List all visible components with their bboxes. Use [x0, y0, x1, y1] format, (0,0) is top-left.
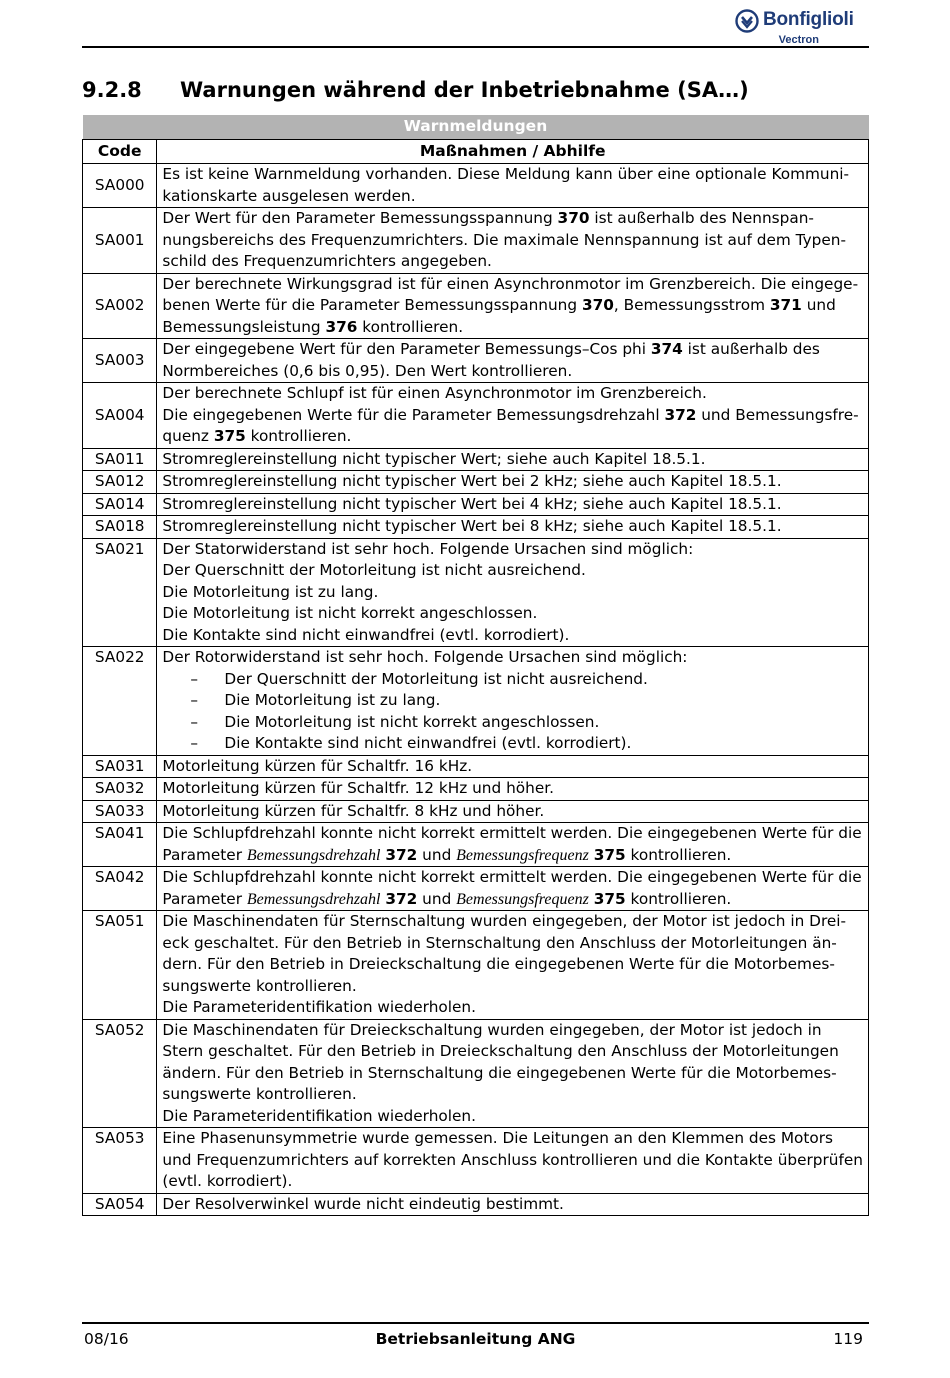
table-row	[83, 755, 869, 778]
table-row	[83, 516, 869, 539]
table-row	[83, 823, 869, 867]
warning-action	[157, 164, 869, 208]
warning-action	[157, 778, 869, 801]
parameter-number: 370	[557, 209, 590, 227]
action-line: Die Motorleitung ist zu lang.	[162, 582, 379, 601]
warning-code: SA031	[83, 755, 157, 778]
action-line: Der Querschnitt der Motorleitung ist nicht ausreichend.	[162, 561, 586, 579]
table-row	[83, 493, 869, 516]
action-line: Die Parameteridentifikation wiederholen.	[162, 998, 476, 1016]
warning-code: SA018	[83, 516, 157, 539]
action-line: Der Resolverwinkel wurde nicht eindeutig bestimmt.	[162, 1194, 564, 1213]
action-line: Die Parameteridentifikation wiederholen.	[162, 1106, 476, 1125]
action-line: Der Wert für den Parameter Bemessungsspannung 370 ist außerhalb des Nennspan-	[162, 209, 814, 227]
warning-code: SA014	[83, 493, 157, 516]
parameter-number: 372	[385, 889, 418, 908]
warning-code: SA004	[83, 383, 157, 449]
action-line: Die eingegebenen Werte für die Parameter Bemessungsdrehzahl 372 und Bemessungsfre-	[162, 405, 859, 424]
logo-sub-brand-text: Vectron	[778, 34, 819, 46]
warning-code: SA032	[83, 778, 157, 801]
table-row	[83, 800, 869, 823]
parameter-name: Bemessungsfrequenz	[456, 846, 589, 864]
action-line: Motorleitung kürzen für Schaltfr. 12 kHz und höher.	[162, 779, 554, 797]
warning-code: SA021	[83, 538, 157, 647]
warning-action	[157, 867, 869, 911]
dash-bullet-icon: –	[190, 691, 199, 709]
table-row	[83, 208, 869, 274]
dash-bullet-icon: –	[190, 669, 199, 688]
parameter-name: Bemessungsdrehzahl	[246, 890, 381, 908]
action-line: Bemessungsleistung 376 kontrollieren.	[162, 317, 464, 336]
table-row	[83, 339, 869, 383]
action-line: Der berechnete Wirkungsgrad ist für einen Asynchronmotor im Grenzbereich. Die eingege-	[162, 274, 859, 293]
warning-action	[157, 516, 869, 539]
parameter-name: Bemessungsdrehzahl	[246, 846, 381, 864]
action-bullet-item: – Der Querschnitt der Motorleitung ist nicht ausreichend.	[162, 669, 863, 691]
section-number: 9.2.8	[82, 78, 142, 102]
action-line: benen Werte für die Parameter Bemessungsspannung 370, Bemessungsstrom 371 und	[162, 296, 836, 314]
action-line: Die Schlupfdrehzahl konnte nicht korrekt ermittelt werden. Die eingegebenen Werte für die	[162, 868, 862, 886]
table-row	[83, 1193, 869, 1216]
warning-code: SA053	[83, 1128, 157, 1194]
section-heading	[82, 78, 749, 102]
action-line: Parameter Bemessungsdrehzahl 372 und Bemessungsfrequenz 375 kontrollieren.	[162, 889, 732, 908]
warning-code: SA022	[83, 647, 157, 756]
section-title: Warnungen während der Inbetriebnahme (SA…)	[180, 78, 749, 102]
column-header-action: Maßnahmen / Abhilfe	[157, 140, 869, 164]
action-line: dern. Für den Betrieb in Dreieckschaltung die eingegebenen Werte für die Motorbemes-	[162, 955, 835, 973]
footer-title: Betriebsanleitung ANG	[375, 1330, 576, 1348]
action-line: ändern. Für den Betrieb in Sternschaltung die eingegebenen Werte für die Motorbemes-	[162, 1063, 837, 1082]
warning-action	[157, 823, 869, 867]
table-banner: Warnmeldungen	[83, 115, 869, 140]
table-row	[83, 778, 869, 801]
warning-code: SA042	[83, 867, 157, 911]
warning-action	[157, 208, 869, 274]
action-line: Es ist keine Warnmeldung vorhanden. Diese Meldung kann über eine optionale Kommuni-	[162, 165, 850, 183]
table-row	[83, 1019, 869, 1128]
action-line: Die Motorleitung ist nicht korrekt angeschlossen.	[162, 604, 538, 622]
warning-action	[157, 538, 869, 647]
warning-action	[157, 493, 869, 516]
warning-code: SA002	[83, 273, 157, 339]
warning-action	[157, 1019, 869, 1128]
action-line: Motorleitung kürzen für Schaltfr. 8 kHz und höher.	[162, 801, 545, 820]
action-bullet-item: – Die Kontakte sind nicht einwandfrei (evtl. korrodiert).	[162, 733, 863, 755]
action-line: Stromreglereinstellung nicht typischer Wert bei 8 kHz; siehe auch Kapitel 18.5.1.	[162, 517, 782, 535]
parameter-number: 376	[325, 317, 358, 336]
warning-action	[157, 1128, 869, 1194]
parameter-number: 374	[650, 340, 683, 358]
action-line: Stromreglereinstellung nicht typischer Wert bei 4 kHz; siehe auch Kapitel 18.5.1.	[162, 494, 782, 513]
bonfiglioli-logo	[735, 7, 869, 45]
action-line: quenz 375 kontrollieren.	[162, 427, 352, 445]
table-row	[83, 867, 869, 911]
warning-code: SA051	[83, 911, 157, 1020]
table-row	[83, 383, 869, 449]
action-line: Motorleitung kürzen für Schaltfr. 16 kHz.	[162, 756, 473, 775]
warning-action	[157, 800, 869, 823]
action-line: Die Maschinendaten für Sternschaltung wurden eingegeben, der Motor ist jedoch in Drei-	[162, 912, 847, 930]
parameter-number: 372	[664, 405, 697, 424]
page-header	[82, 0, 869, 48]
action-line: Parameter Bemessungsdrehzahl 372 und Bemessungsfrequenz 375 kontrollieren.	[162, 845, 732, 864]
warning-action	[157, 273, 869, 339]
warning-action	[157, 755, 869, 778]
action-line: Die Maschinendaten für Dreieckschaltung wurden eingegeben, der Motor ist jedoch in	[162, 1020, 822, 1039]
warning-code: SA000	[83, 164, 157, 208]
parameter-number: 375	[593, 889, 626, 908]
table-row	[83, 647, 869, 756]
action-line: nungsbereichs des Frequenzumrichters. Die maximale Nennspannung ist auf dem Typen-	[162, 230, 846, 249]
action-line: schild des Frequenzumrichters angegeben.	[162, 252, 492, 270]
warning-action	[157, 383, 869, 449]
warning-action	[157, 1193, 869, 1216]
action-line: Der berechnete Schlupf ist für einen Asynchronmotor im Grenzbereich.	[162, 384, 707, 402]
warning-code: SA033	[83, 800, 157, 823]
warning-code: SA041	[83, 823, 157, 867]
action-bullet-item: – Die Motorleitung ist nicht korrekt angeschlossen.	[162, 712, 863, 734]
parameter-number: 375	[593, 845, 626, 864]
action-line: Die Schlupfdrehzahl konnte nicht korrekt ermittelt werden. Die eingegebenen Werte für die	[162, 824, 862, 842]
parameter-number: 372	[385, 845, 418, 864]
action-line: und Frequenzumrichters auf korrekten Anschluss kontrollieren und die Kontakte überprüfen	[162, 1150, 863, 1169]
action-line: Eine Phasenunsymmetrie wurde gemessen. Die Leitungen an den Klemmen des Motors	[162, 1129, 834, 1147]
logo-brand-text: Bonfiglioli	[763, 9, 854, 30]
action-line: Stern geschaltet. Für den Betrieb in Dreieckschaltung den Anschluss der Motorleitungen	[162, 1042, 839, 1060]
warning-code: SA001	[83, 208, 157, 274]
parameter-number: 371	[769, 296, 802, 314]
table-row	[83, 448, 869, 471]
table-row	[83, 164, 869, 208]
table-row	[83, 538, 869, 647]
action-line: (evtl. korrodiert).	[162, 1172, 293, 1190]
parameter-name: Bemessungsfrequenz	[456, 890, 589, 908]
column-header-code: Code	[83, 140, 157, 164]
warning-code: SA011	[83, 448, 157, 471]
action-line: Stromreglereinstellung nicht typischer Wert bei 2 kHz; siehe auch Kapitel 18.5.1.	[162, 472, 782, 490]
action-line: sungswerte kontrollieren.	[162, 1085, 357, 1103]
warning-code: SA054	[83, 1193, 157, 1216]
warning-action	[157, 471, 869, 494]
warning-code: SA052	[83, 1019, 157, 1128]
dash-bullet-icon: –	[190, 712, 199, 731]
table-row	[83, 911, 869, 1020]
action-bullet-item: – Die Motorleitung ist zu lang.	[162, 690, 863, 712]
action-line: Der eingegebene Wert für den Parameter Bemessungs–Cos phi 374 ist außerhalb des	[162, 340, 820, 358]
action-line: eck geschaltet. Für den Betrieb in Sternschaltung den Anschluss der Motorleitungen än-	[162, 933, 837, 952]
bonfiglioli-emblem-icon	[735, 9, 759, 33]
warning-action	[157, 339, 869, 383]
action-line: Stromreglereinstellung nicht typischer Wert; siehe auch Kapitel 18.5.1.	[162, 449, 706, 468]
parameter-number: 370	[581, 296, 614, 314]
table-body	[83, 164, 869, 1216]
table-row	[83, 1128, 869, 1194]
dash-bullet-icon: –	[190, 734, 199, 752]
action-line: Die Kontakte sind nicht einwandfrei (evtl. korrodiert).	[162, 625, 570, 644]
action-line: sungswerte kontrollieren.	[162, 976, 357, 995]
action-line: kationskarte ausgelesen werden.	[162, 186, 416, 205]
warning-code: SA012	[83, 471, 157, 494]
warning-action	[157, 448, 869, 471]
warning-action	[157, 647, 869, 756]
table-row	[83, 273, 869, 339]
action-line: Normbereiches (0,6 bis 0,95). Den Wert kontrollieren.	[162, 361, 573, 380]
warning-code: SA003	[83, 339, 157, 383]
warning-action	[157, 911, 869, 1020]
footer-page-number: 119	[833, 1330, 863, 1348]
page-footer	[82, 1322, 869, 1354]
table-row	[83, 471, 869, 494]
action-line: Der Statorwiderstand ist sehr hoch. Folgende Ursachen sind möglich:	[162, 539, 694, 558]
footer-date: 08/16	[84, 1330, 129, 1348]
action-line: Der Rotorwiderstand ist sehr hoch. Folgende Ursachen sind möglich:	[162, 648, 688, 666]
parameter-number: 375	[213, 427, 246, 445]
warnings-table	[82, 115, 869, 1216]
